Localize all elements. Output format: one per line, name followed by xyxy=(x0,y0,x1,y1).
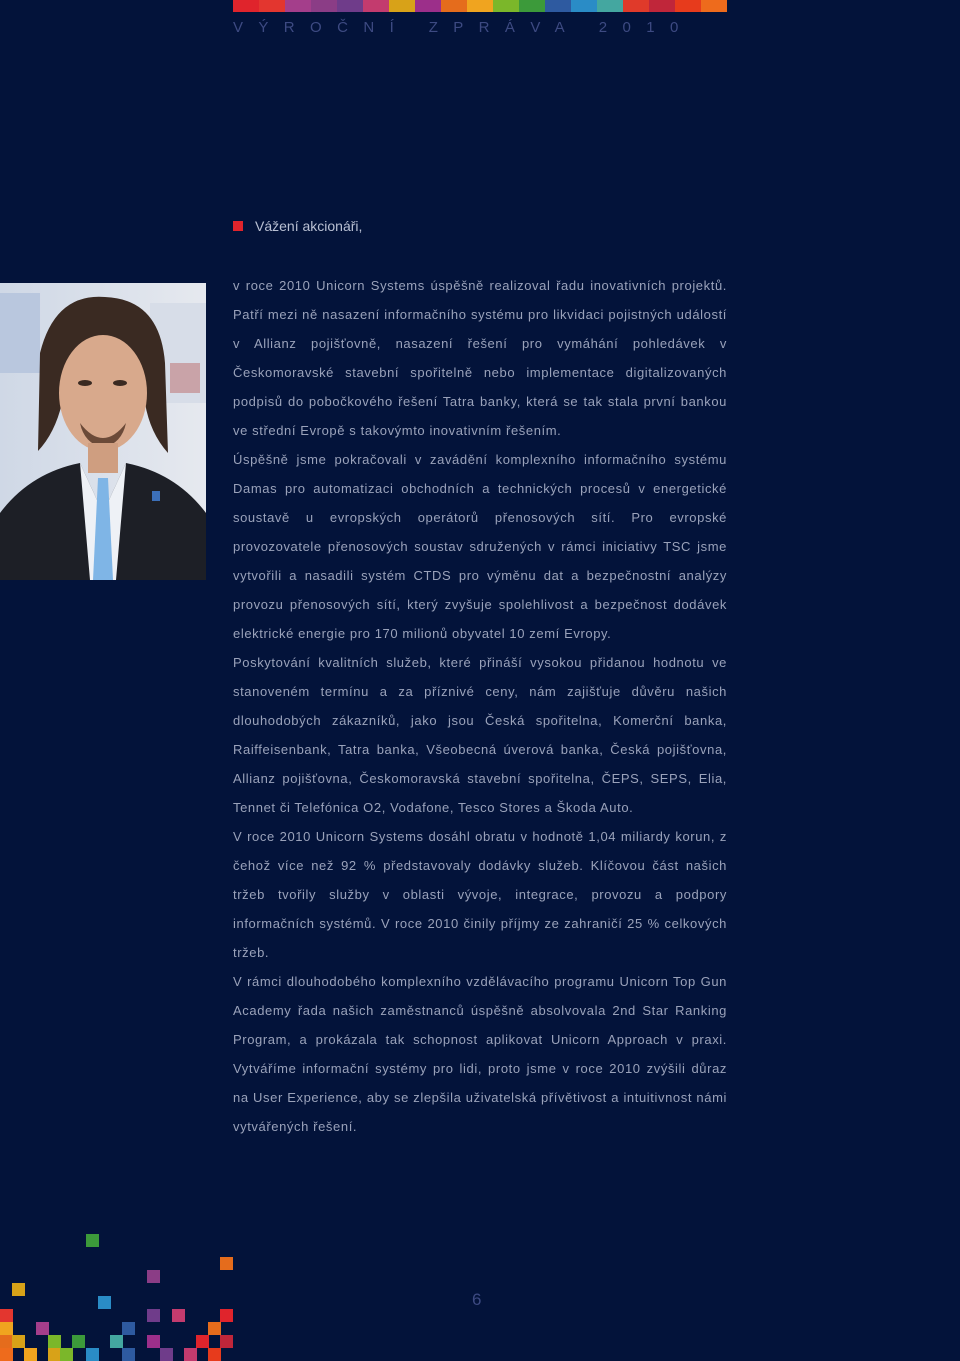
red-square-bullet-icon xyxy=(233,221,243,231)
paragraph-3: Poskytování kvalitních služeb, které přináší vysokou přidanou hodnotu ve stanoveném termínu a za příznivé ceny, nám zajišťuje důvěru našich dlouhodobých zákazníků, jako jsou Česká spořitelna, Komerční banka, Raiffeisenbank, Tatra banka, Všeobecná úverová banka, Česká pojišťovna, Allianz pojišťovna, Českomoravská stavební spořitelna, ČEPS, SEPS, Elia, Tennet či Telefónica O2, Vodafone, Tesco Stores a Škoda Auto. xyxy=(233,655,727,815)
paragraph-1: v roce 2010 Unicorn Systems úspěšně realizoval řadu inovativních projektů. Patří mezi ně nasazení informačního systému pro likvidaci pojistných událostí v Allianz pojišťovně, nasazení řešení pro vymáhání pohledávek v Českomoravské stavební spořitelně nebo implementace digitalizovaných podpisů do pobočkového řešení Tatra banky, která se tak stala první bankou ve střední Evropě s takovýmto inovativním řešením. xyxy=(233,278,727,438)
greeting-text: Vážení akcionáři, xyxy=(255,218,363,234)
stripe-segment xyxy=(337,0,363,12)
header-color-stripe xyxy=(233,0,727,12)
stripe-segment xyxy=(233,0,259,12)
letter-body xyxy=(233,271,727,1141)
stripe-segment xyxy=(311,0,337,12)
portrait-photo xyxy=(0,283,206,580)
paragraph-5: V rámci dlouhodobého komplexního vzdělávacího programu Unicorn Top Gun Academy řada našich zaměstnanců úspěšně absolvovala 2nd Star Ranking Program, a prokázala tak schopnost aplikovat Unicorn Approach v praxi. Vytváříme informační systémy pro lidi, proto jsme v roce 2010 zvýšili důraz na User Experience, aby se zlepšila uživatelská přívětivost a intuitivnost námi vytvářených řešení. xyxy=(233,974,727,1134)
stripe-segment xyxy=(675,0,701,12)
stripe-segment xyxy=(441,0,467,12)
decorative-pixel-mosaic xyxy=(0,1218,240,1358)
stripe-segment xyxy=(415,0,441,12)
stripe-segment xyxy=(493,0,519,12)
page-number: 6 xyxy=(472,1290,482,1309)
portrait-illustration xyxy=(0,283,206,580)
stripe-segment xyxy=(519,0,545,12)
stripe-segment xyxy=(649,0,675,12)
stripe-segment xyxy=(389,0,415,12)
paragraph-4: V roce 2010 Unicorn Systems dosáhl obratu v hodnotě 1,04 miliardy korun, z čehož více než 92 % představovaly dodávky služeb. Klíčovou část našich tržeb tvořily služby v oblasti vývoje, integrace, provozu a podpory informačních systémů. V roce 2010 činily příjmy ze zahraničí 25 % celkových tržeb. xyxy=(233,829,727,960)
stripe-segment xyxy=(545,0,571,12)
stripe-segment xyxy=(259,0,285,12)
paragraph-2: Úspěšně jsme pokračovali v zavádění komplexního informačního systému Damas pro automatizaci obchodních a technických procesů v energetické soustavě u evropských operátorů přenosových sítí. Pro evropské provozovatele přenosových soustav sdružených v rámci iniciativy TSC jsme vytvořili a nasadili systém CTDS pro výměnu dat a bezpečnostní analýzy provozu přenosových sítí, který zvyšuje spolehlivost a bezpečnost dodávek elektrické energie pro 170 milionů obyvatel 10 zemí Evropy. xyxy=(233,452,727,641)
stripe-segment xyxy=(467,0,493,12)
stripe-segment xyxy=(597,0,623,12)
stripe-segment xyxy=(363,0,389,12)
report-header-title: VÝROČNÍ ZPRÁVA 2010 xyxy=(233,19,694,36)
stripe-segment xyxy=(571,0,597,12)
stripe-segment xyxy=(623,0,649,12)
greeting xyxy=(233,218,362,234)
stripe-segment xyxy=(701,0,727,12)
stripe-segment xyxy=(285,0,311,12)
